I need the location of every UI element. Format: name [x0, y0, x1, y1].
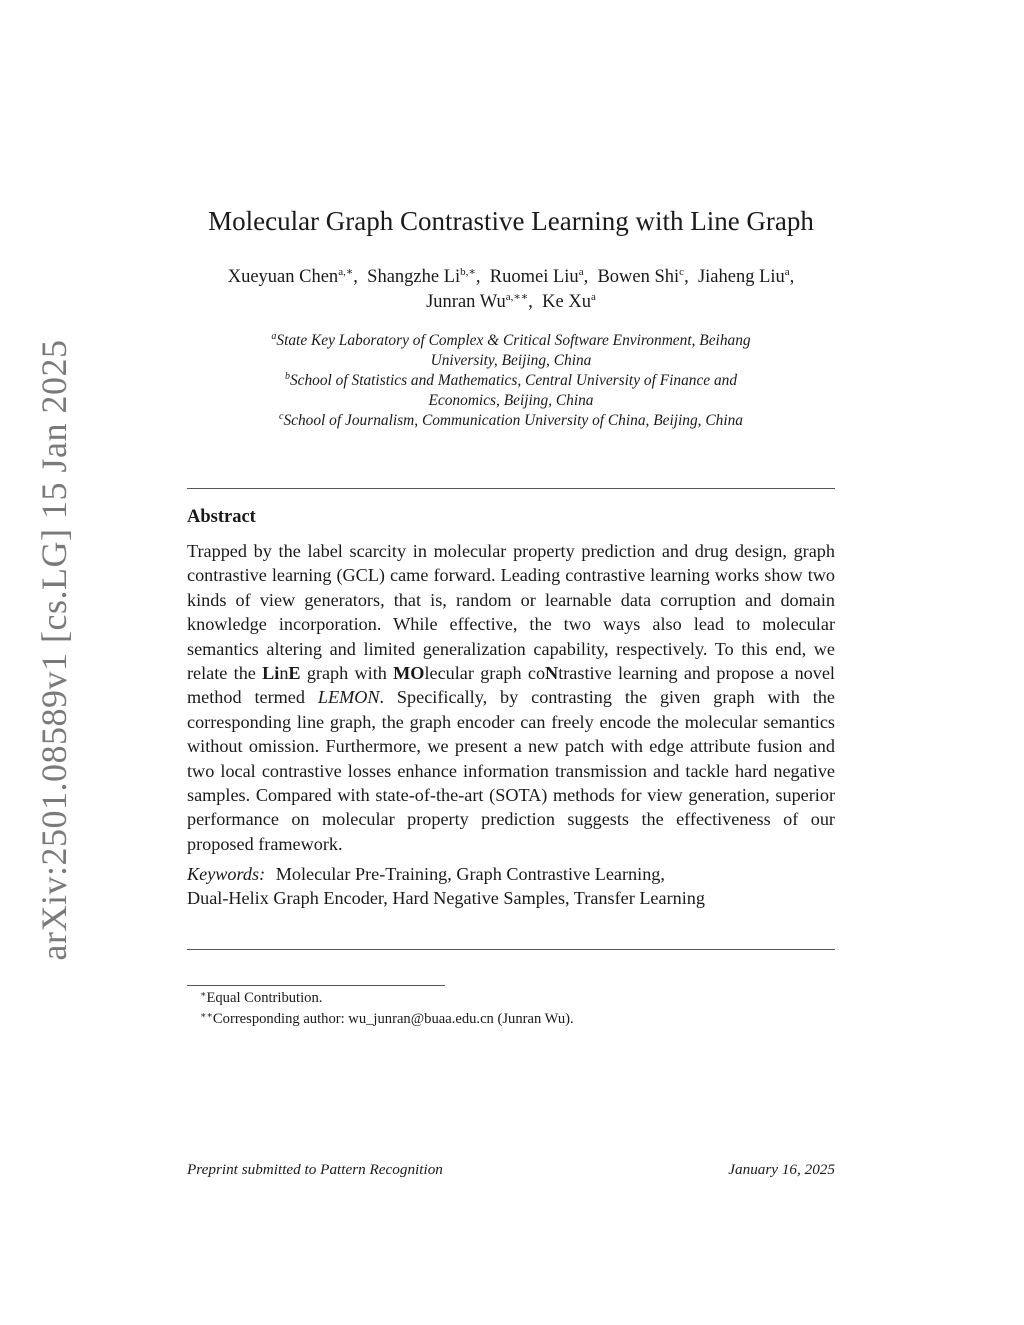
author-affiliation-marker: c	[679, 266, 685, 278]
footnote-text: Equal Contribution.	[206, 990, 323, 1006]
author-name: Bowen Shi	[597, 267, 680, 287]
affiliation-a-cont: University, Beijing, China	[430, 352, 592, 369]
affiliation-text: School of Journalism, Communication University of China, Beijing, China	[283, 412, 743, 429]
affiliation-a	[187, 331, 835, 351]
abstract-part-1: Trapped by the label scarcity in molecular property prediction and drug design, graph contrastive learning (GCL) came forward. Leading contrastive learning works show two kinds of view generators, that is, random or learnable data corruption and domain knowledge incorporation. While effective, the two ways also lead to molecular semantics altering and limited generalization capability, respectively. To this end, we relate the	[187, 541, 835, 684]
affiliation-b-cont: Economics, Beijing, China	[428, 392, 594, 409]
footer-date: January 16, 2025	[728, 1161, 835, 1178]
keywords-label: Keywords:	[187, 864, 266, 884]
author-separator: ,	[475, 267, 486, 287]
author-name: Shangzhe Li	[367, 267, 461, 287]
keywords-block	[187, 862, 835, 911]
author-affiliation-marker: a	[578, 266, 584, 278]
affiliation-c	[187, 411, 835, 431]
author-affiliation-marker: a	[784, 266, 790, 278]
keywords-text: Molecular Pre-Training, Graph Contrastive Learning,	[275, 864, 665, 884]
author-affiliation-marker: a,∗∗	[505, 291, 529, 303]
abstract-heading: Abstract	[187, 507, 256, 527]
footnotes	[200, 988, 574, 1030]
author-name: Junran Wu	[426, 292, 506, 312]
affiliation-text: School of Statistics and Mathematics, Central University of Finance and	[289, 372, 738, 389]
author-list	[187, 265, 835, 315]
author-name: Ruomei Liu	[489, 267, 579, 287]
method-name-lemon: LEMON	[317, 687, 380, 708]
footnote-marker: ∗∗	[200, 1011, 213, 1021]
paper-title: Molecular Graph Contrastive Learning with Line Graph	[208, 206, 814, 236]
abstract-top-rule	[187, 488, 835, 489]
abstract-lecular: lecular graph co	[424, 663, 546, 684]
abstract-trastive: trastive learning and propose a novel method termed	[187, 663, 835, 708]
affiliation-marker: b	[284, 371, 290, 382]
author-line-1	[187, 265, 835, 290]
keywords-line-2: Dual-Helix Graph Encoder, Hard Negative Samples, Transfer Learning	[187, 888, 705, 909]
abstract-part-2: . Specifically, by contrasting the given graph with the corresponding line graph, the graph encoder can freely encode the molecular semantics without omission. Furthermore, we present a new patch with edge attribute fusion and two local contrastive losses enhance information transmission and tackle hard negative samples. Compared with state-of-the-art (SOTA) methods for view generation, superior performance on molecular property prediction suggests the effectiveness of our proposed framework.	[187, 687, 835, 854]
acronym-li: Li	[262, 663, 280, 684]
abstract-text	[187, 539, 835, 856]
author-name: Xueyuan Chen	[227, 267, 339, 287]
author-affiliation-marker: a	[590, 291, 596, 303]
affiliation-marker: c	[278, 411, 284, 422]
footer-preprint-note: Preprint submitted to Pattern Recognition	[187, 1161, 443, 1178]
abstract-graph-with: graph with	[300, 663, 394, 684]
affiliation-text: State Key Laboratory of Complex & Critical Software Environment, Beihang	[276, 332, 751, 349]
author-separator: ,	[789, 267, 795, 287]
page-footer	[187, 1160, 835, 1180]
acronym-n-upper: N	[545, 663, 559, 684]
acronym-mo: MO	[393, 663, 425, 684]
author-line-2	[187, 290, 835, 315]
footnote-equal-contribution	[200, 988, 574, 1009]
author-separator: ,	[684, 267, 694, 287]
author-separator: ,	[353, 267, 363, 287]
affiliation-marker: a	[271, 331, 277, 342]
affiliation-list	[187, 331, 835, 431]
acronym-e: E	[288, 663, 301, 684]
footnote-corresponding-author	[200, 1009, 574, 1030]
author-separator: ,	[528, 292, 538, 312]
acronym-n-lower: n	[279, 663, 289, 684]
footnote-text: Corresponding author: wu_junran@buaa.edu.cn (Junran Wu).	[212, 1011, 574, 1027]
affiliation-b	[187, 371, 835, 391]
arxiv-identifier-stamp: arXiv:2501.08589v1 [cs.LG] 15 Jan 2025	[34, 339, 74, 961]
author-affiliation-marker: b,∗	[460, 266, 476, 278]
keywords-line-1	[187, 862, 835, 886]
author-affiliation-marker: a,∗	[338, 266, 354, 278]
footnote-marker: ∗	[200, 990, 207, 1000]
author-name: Jiaheng Liu	[697, 267, 785, 287]
abstract-bottom-rule	[187, 949, 835, 950]
author-separator: ,	[583, 267, 593, 287]
footnote-rule	[187, 985, 445, 986]
author-name: Ke Xu	[542, 292, 591, 312]
